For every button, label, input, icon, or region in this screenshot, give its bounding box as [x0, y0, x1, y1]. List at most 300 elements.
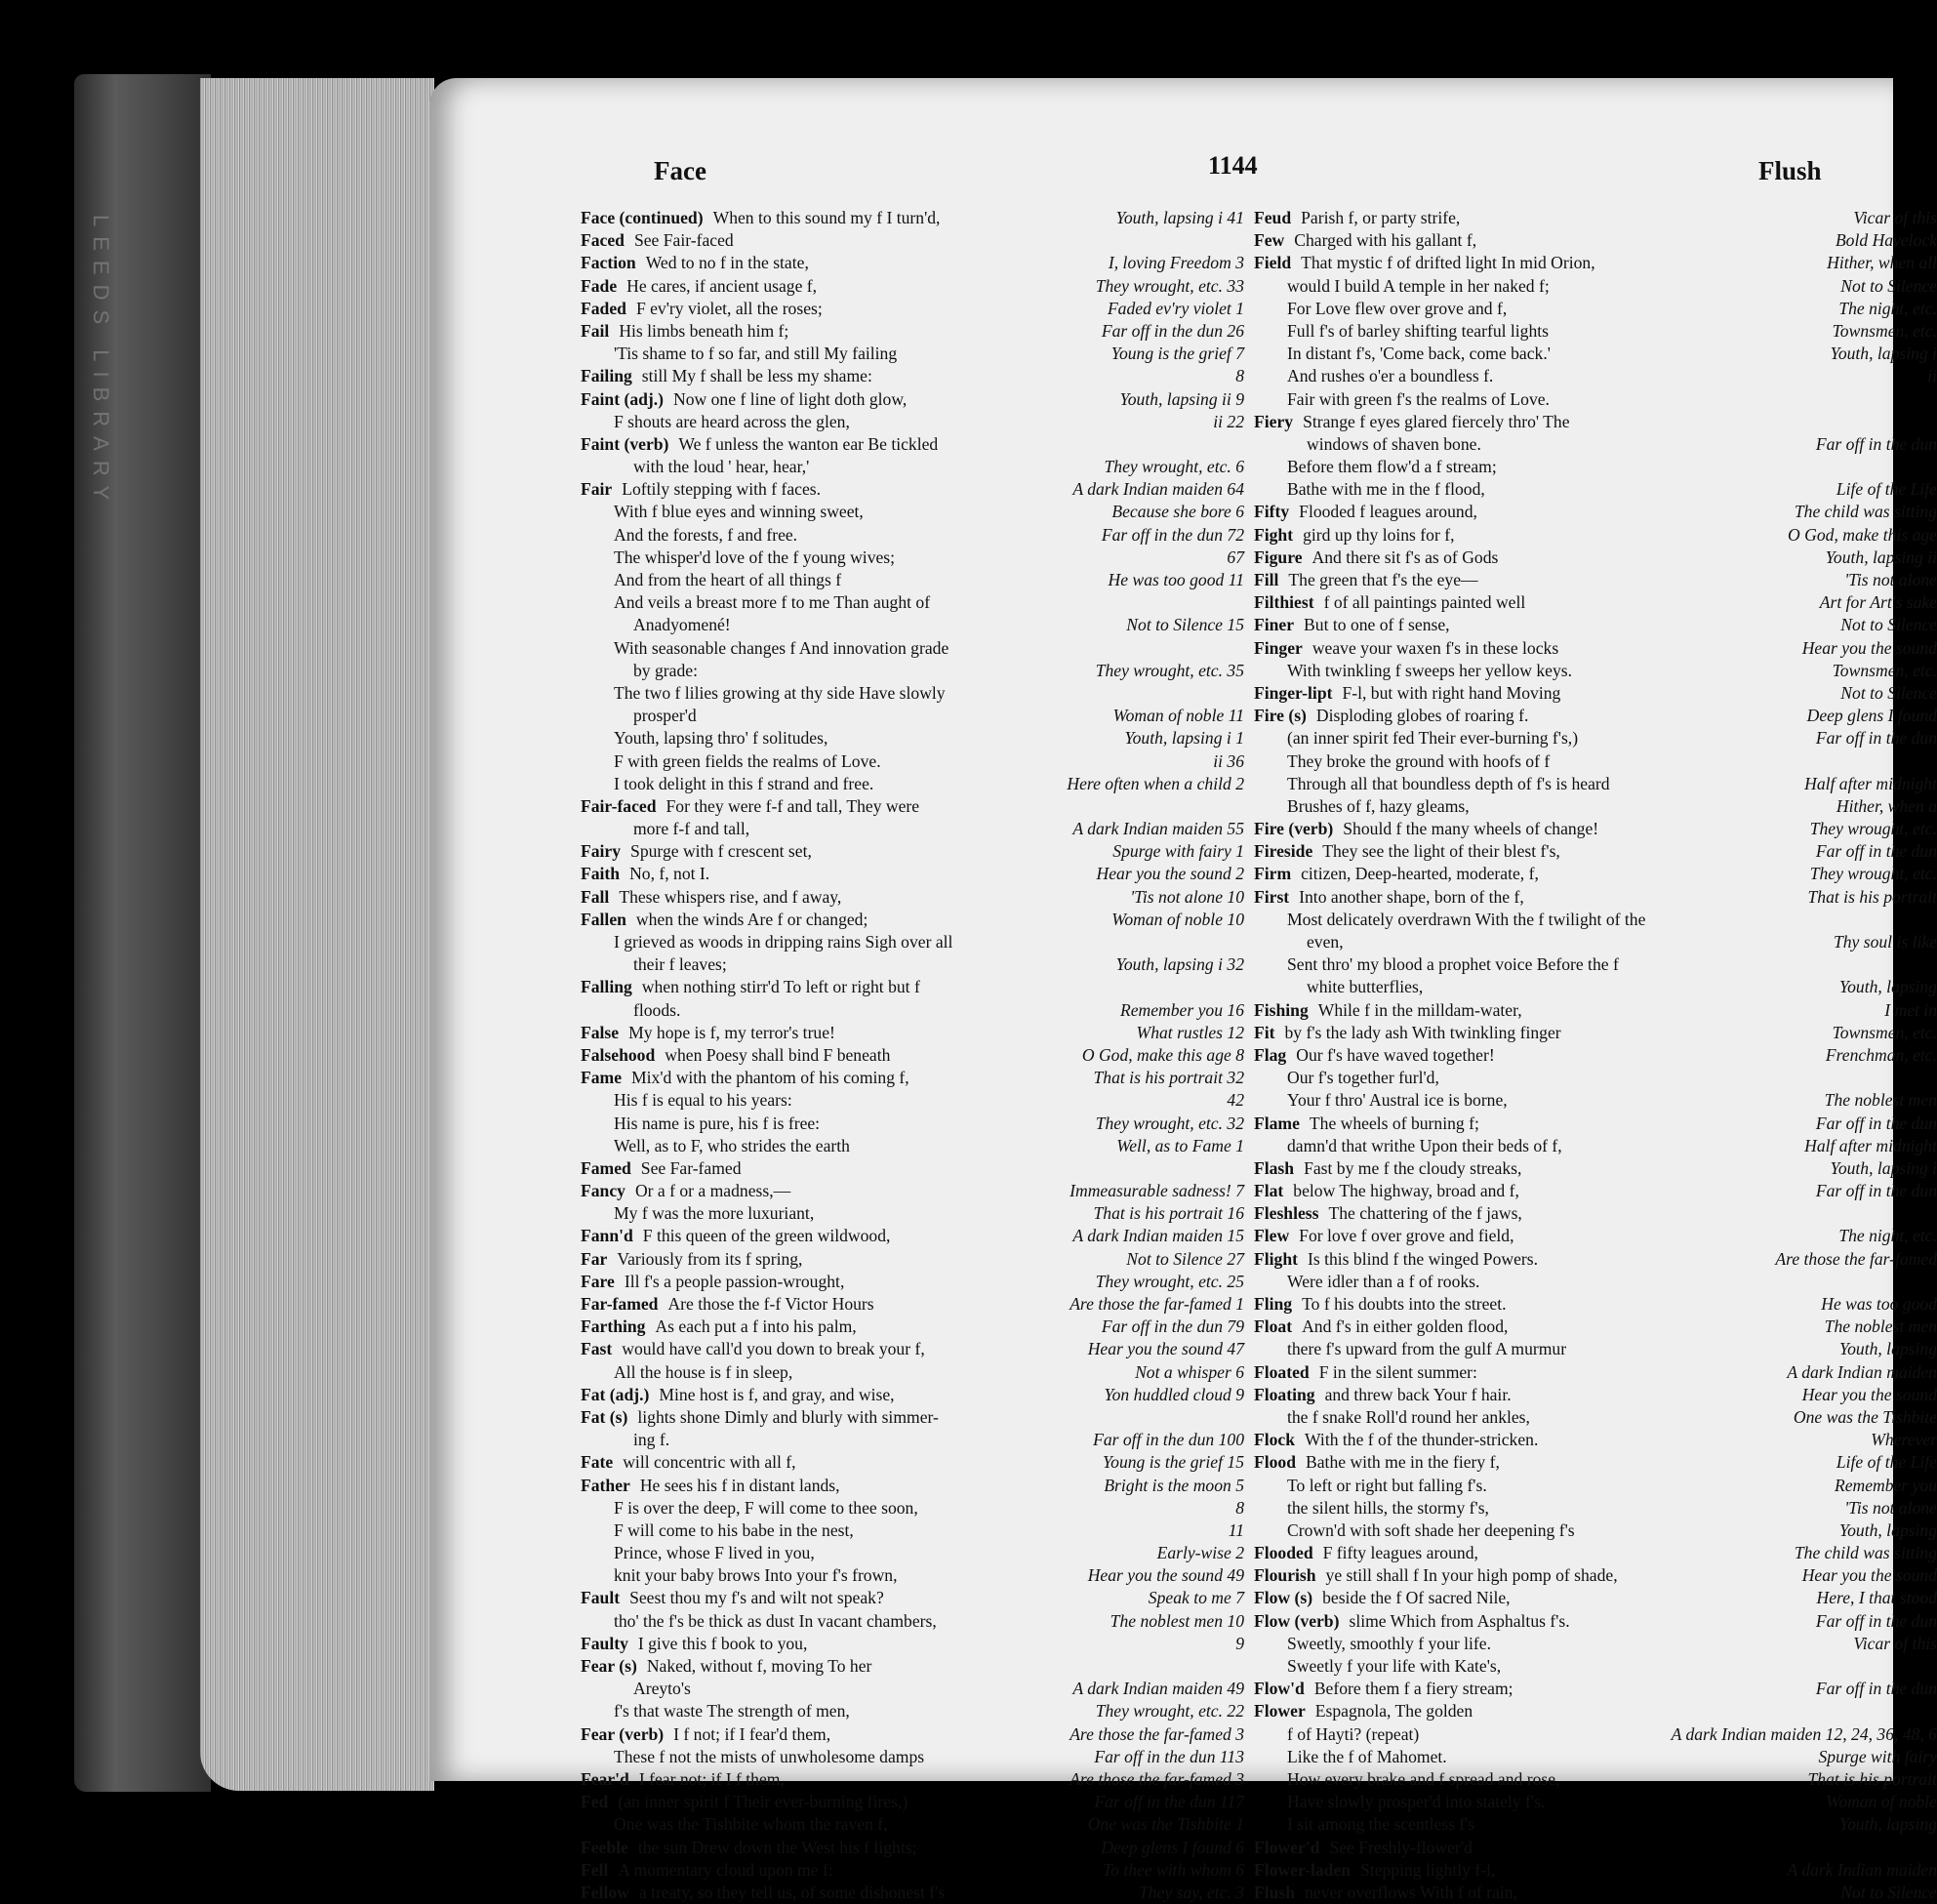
source-reference: ii 22	[1213, 411, 1244, 431]
index-entry	[581, 931, 1244, 953]
quotation: F with green fields the realms of Love.	[614, 750, 881, 771]
index-entry	[1254, 705, 1937, 727]
index-entry	[1254, 1067, 1937, 1089]
index-entry	[1254, 1723, 1937, 1746]
headword: Fame	[581, 1068, 623, 1088]
index-entry	[1254, 1746, 1937, 1768]
quotation: F ev'ry violet, all the roses;	[635, 298, 823, 318]
source-reference: Not to Silence	[1840, 682, 1937, 703]
source-reference: A dark Indian maiden 55	[1072, 819, 1244, 839]
entry-line	[581, 1633, 1226, 1655]
index-entry	[581, 388, 1244, 411]
quotation: Wed to no f in the state,	[645, 253, 809, 273]
headword: Fire (verb)	[1254, 819, 1334, 839]
source-reference: Hear you the sound 47	[1087, 1339, 1244, 1359]
entry-line	[581, 1451, 1093, 1474]
quotation: I f not; if I fear'd them,	[673, 1723, 831, 1744]
headword: Flew	[1254, 1226, 1290, 1246]
quotation: Naked, without f, moving To her	[646, 1656, 872, 1676]
index-entry	[1254, 1497, 1937, 1519]
index-entry	[581, 705, 1244, 727]
source-reference: He was too good 11	[1108, 570, 1244, 589]
quotation: In distant f's, 'Come back, come back.'	[1287, 344, 1551, 364]
entry-line	[581, 999, 1110, 1022]
entry-line	[581, 1316, 1092, 1338]
quotation: Or a f or a madness,—	[634, 1181, 791, 1201]
entry-line	[1254, 1723, 1662, 1746]
source-reference: Young is the grief 7	[1110, 344, 1244, 364]
headword: Face (continued)	[581, 208, 704, 227]
headword: Fear'd	[581, 1768, 629, 1789]
quotation: Parish f, or party strife,	[1301, 208, 1461, 227]
index-entry	[581, 1746, 1244, 1768]
quotation: His limbs beneath him f;	[619, 320, 789, 341]
index-entry	[1254, 1316, 1937, 1338]
entry-line	[1254, 909, 1927, 931]
source-reference: They wrought, etc. 32	[1095, 1113, 1244, 1133]
quotation: See Far-famed	[640, 1157, 742, 1178]
source-reference: Not to Silence	[1840, 1882, 1937, 1902]
headword: Far	[581, 1248, 608, 1269]
source-reference: 8	[1235, 366, 1244, 386]
quotation: My hope is f, my terror's true!	[628, 1022, 835, 1042]
entry-line	[1254, 1519, 1830, 1542]
entry-line	[581, 1384, 1094, 1406]
index-entry	[581, 1859, 1244, 1882]
index-entry	[581, 863, 1244, 885]
quotation: would I build A temple in her naked f;	[1287, 275, 1550, 296]
entry-line	[1254, 614, 1831, 636]
headword: Finger-lipt	[1254, 682, 1333, 703]
headword: Firm	[1254, 864, 1292, 884]
entry-line	[581, 1067, 1084, 1089]
index-entry	[1254, 1157, 1937, 1180]
source-reference: Vicar of this	[1853, 208, 1937, 227]
headword: Fault	[581, 1588, 621, 1608]
source-reference: Far off in the dun 100	[1093, 1430, 1244, 1450]
index-entry	[1254, 1135, 1937, 1157]
entry-line	[581, 1475, 1094, 1497]
source-reference: One was the Tishbite 1	[1087, 1814, 1244, 1835]
entry-line	[581, 727, 1114, 749]
source-reference: ii	[1927, 366, 1937, 386]
entry-line	[1254, 1542, 1785, 1564]
quotation: The green that f's the eye—	[1288, 570, 1478, 589]
source-reference: Far off in the dun	[1815, 1181, 1937, 1201]
entry-line	[1254, 478, 1827, 501]
entry-line	[1254, 298, 1829, 320]
index-entry	[1254, 229, 1937, 252]
headword: Flock	[1254, 1430, 1296, 1450]
entry-line	[581, 1882, 1129, 1904]
quotation: Crown'd with soft shade her deepening f's	[1287, 1519, 1575, 1540]
headword: Fellow	[581, 1882, 629, 1902]
headword: Flat	[1254, 1181, 1284, 1201]
quotation: damn'd that writhe Upon their beds of f,	[1287, 1135, 1562, 1155]
index-entry	[1254, 1451, 1937, 1474]
source-reference: Because she bore 6	[1111, 502, 1244, 522]
headword: Fifty	[1254, 502, 1290, 522]
entry-line	[581, 886, 1120, 909]
source-reference: Deep glens I found	[1806, 706, 1937, 726]
entry-line	[1254, 1202, 1927, 1225]
quotation: With seasonable changes f And innovation grade	[614, 637, 949, 658]
quotation: Stepping lightly f-l,	[1360, 1859, 1496, 1880]
index-entry	[581, 1022, 1244, 1044]
entry-line	[581, 365, 1226, 387]
index-entry	[581, 1406, 1244, 1429]
headword: Fairy	[581, 841, 622, 862]
source-reference: Far off in the dun	[1815, 728, 1937, 749]
source-reference: Townsmen, etc.	[1832, 660, 1937, 680]
source-reference: That is his portrait 16	[1093, 1203, 1244, 1224]
quotation: (an inner spirit f Their ever-burning fires,)	[618, 1792, 908, 1812]
entry-line	[581, 456, 1095, 478]
quotation: Sent thro' my blood a prophet voice Before the f	[1287, 954, 1619, 975]
source-reference: 11	[1228, 1519, 1244, 1540]
entry-line	[1254, 1633, 1843, 1655]
page-edges	[200, 78, 434, 1791]
headword: Flower-laden	[1254, 1859, 1352, 1880]
source-reference: Far off in the dun 72	[1101, 524, 1244, 545]
source-reference: Remember you 16	[1119, 999, 1244, 1020]
entry-line	[1254, 886, 1798, 909]
quotation: Ill f's a people passion-wrought,	[624, 1271, 845, 1291]
source-reference: O God, make this age	[1788, 524, 1937, 545]
headword: Fair	[581, 479, 613, 500]
index-entry	[581, 614, 1244, 636]
source-reference: Bright is the moon 5	[1104, 1475, 1244, 1495]
source-reference: Hear you the sound 2	[1096, 864, 1244, 884]
index-entry	[1254, 818, 1937, 840]
headword: Fat (adj.)	[581, 1384, 650, 1404]
entry-line	[581, 1429, 1083, 1451]
entry-line	[1254, 999, 1875, 1022]
quotation: Charged with his gallant f,	[1294, 230, 1477, 251]
index-entry	[1254, 343, 1937, 365]
quotation: will concentric with all f,	[623, 1452, 796, 1473]
headword: Flush	[1254, 1882, 1296, 1902]
index-entry	[581, 1113, 1244, 1135]
source-reference: Are those the far-famed 3	[1069, 1723, 1244, 1744]
quotation: when nothing stirr'd To left or right but f	[641, 977, 920, 997]
entry-line	[1254, 705, 1797, 727]
index-entry	[581, 1044, 1244, 1067]
source-reference: The night, etc.	[1838, 1226, 1937, 1246]
quotation: f of Hayti? (repeat)	[1287, 1723, 1420, 1744]
entry-line	[1254, 388, 1927, 411]
quotation: All the house is f in sleep,	[614, 1361, 793, 1382]
entry-line	[581, 931, 1234, 953]
quotation: f's that waste The strength of men,	[614, 1701, 850, 1722]
quotation: Have slowly prosper'd into stately f's.	[1287, 1792, 1546, 1812]
index-entry	[1254, 909, 1937, 931]
index-entry	[1254, 1859, 1937, 1882]
entry-line	[581, 1746, 1084, 1768]
entry-line	[581, 1791, 1084, 1813]
entry-line	[581, 1293, 1060, 1316]
source-reference: Youth, lapsing i	[1830, 1157, 1937, 1178]
index-entry	[581, 660, 1244, 682]
headword: False	[581, 1022, 620, 1042]
index-entry	[581, 1225, 1244, 1247]
headword: Few	[1254, 230, 1285, 251]
index-entry	[1254, 1587, 1937, 1609]
entry-line	[581, 411, 1203, 433]
quotation: (an inner spirit fed Their ever-burning f's,)	[1287, 728, 1579, 749]
quotation: Brushes of f, hazy gleams,	[1287, 795, 1470, 816]
source-reference: He was too good	[1821, 1294, 1937, 1314]
index-entry	[581, 999, 1244, 1022]
index-entry	[1254, 886, 1937, 909]
entry-line	[1254, 795, 1827, 818]
quotation: Bathe with me in the fiery f,	[1306, 1452, 1500, 1473]
index-entry	[1254, 433, 1937, 456]
source-reference: One was the Tishbite	[1793, 1406, 1937, 1427]
entry-line	[581, 207, 1107, 229]
index-entry	[1254, 637, 1937, 660]
entry-line	[581, 614, 1116, 636]
entry-line	[1254, 1746, 1808, 1768]
index-entry	[581, 1429, 1244, 1451]
source-reference: Wherever	[1871, 1430, 1937, 1450]
quotation: With the f of the thunder-stricken.	[1305, 1430, 1539, 1450]
entry-line	[1254, 1067, 1927, 1089]
quotation: their f leaves;	[633, 954, 727, 975]
index-entry	[1254, 1678, 1937, 1700]
index-entry	[1254, 1837, 1937, 1859]
entry-line	[581, 1610, 1101, 1633]
spine-label: LEEDS LIBRARY	[89, 215, 113, 510]
index-entry	[581, 1587, 1244, 1609]
index-entry	[1254, 456, 1937, 478]
entry-line	[581, 388, 1110, 411]
source-reference: Youth, lapsing i	[1830, 344, 1937, 364]
source-reference: Youth, lapsing i 1	[1124, 728, 1244, 749]
index-entry	[1254, 298, 1937, 320]
quotation: by grade:	[633, 660, 698, 680]
index-entry	[581, 1180, 1244, 1202]
index-entry	[581, 1519, 1244, 1542]
index-entry	[1254, 1361, 1937, 1384]
quotation: We f unless the wanton ear Be tickled	[678, 433, 939, 454]
entry-line	[581, 547, 1217, 569]
entry-line	[581, 1587, 1139, 1609]
source-reference: Are those the far-famed	[1775, 1248, 1937, 1269]
quotation: tho' the f's be thick as dust In vacant chambers,	[614, 1610, 937, 1631]
index-entry	[581, 682, 1244, 705]
entry-line	[581, 501, 1102, 523]
index-entry	[581, 1655, 1244, 1678]
index-entry	[581, 1837, 1244, 1859]
source-reference: Not to Silence 15	[1126, 615, 1244, 635]
headword: Fishing	[1254, 999, 1309, 1020]
entry-line	[581, 343, 1102, 365]
entry-line	[581, 320, 1092, 343]
entry-line	[581, 298, 1098, 320]
entry-line	[1254, 773, 1795, 795]
headword: Faint (adj.)	[581, 388, 665, 409]
quotation: weave your waxen f's in these locks	[1312, 637, 1559, 658]
headword: Figure	[1254, 547, 1303, 567]
quotation: And from the heart of all things f	[614, 570, 842, 589]
quotation: To f his doubts into the street.	[1302, 1294, 1507, 1314]
quotation: See Fair-faced	[633, 230, 734, 251]
headword: Fear (verb)	[581, 1723, 665, 1744]
headword: Floated	[1254, 1361, 1310, 1382]
index-entry	[1254, 1293, 1937, 1316]
headword: Flow (s)	[1254, 1588, 1313, 1608]
index-entry	[1254, 773, 1937, 795]
index-entry	[1254, 1089, 1937, 1112]
entry-line	[581, 840, 1103, 863]
index-entry	[581, 591, 1244, 614]
index-entry	[581, 1067, 1244, 1089]
headword: Flow'd	[1254, 1679, 1305, 1699]
quotation: And there sit f's as of Gods	[1312, 547, 1499, 567]
index-entry	[1254, 976, 1937, 998]
headword: Flash	[1254, 1157, 1295, 1178]
entry-line	[1254, 840, 1806, 863]
source-reference: Faded ev'ry violet 1	[1107, 298, 1244, 318]
index-entry	[1254, 1610, 1937, 1633]
source-reference: Youth, lapsing ii 9	[1119, 388, 1244, 409]
quotation: Through all that boundless depth of f's is heard	[1287, 773, 1610, 793]
index-entry	[581, 1497, 1244, 1519]
entry-line	[581, 773, 1057, 795]
index-entry	[581, 207, 1244, 229]
source-reference: Not a whisper 6	[1135, 1361, 1244, 1382]
entry-line	[1254, 1564, 1793, 1587]
entry-line	[1254, 1837, 1927, 1859]
quotation: He cares, if ancient usage f,	[626, 275, 818, 296]
quotation: Mix'd with the phantom of his coming f,	[631, 1068, 909, 1088]
quotation: His f is equal to his years:	[614, 1090, 792, 1111]
headword: Faced	[581, 230, 625, 251]
entry-line	[1254, 433, 1806, 456]
entry-line	[1254, 1157, 1821, 1180]
quotation: there f's upward from the gulf A murmur	[1287, 1339, 1567, 1359]
entry-line	[1254, 1338, 1830, 1360]
source-reference: Life of the Life	[1836, 479, 1937, 500]
quotation: Into another shape, born of the f,	[1299, 886, 1524, 907]
entry-line	[1254, 931, 1824, 953]
source-reference: Speak to me 7	[1148, 1588, 1244, 1608]
index-entry	[581, 1610, 1244, 1633]
headword: Fancy	[581, 1181, 625, 1201]
entry-line	[1254, 1768, 1798, 1791]
index-entry	[1254, 1113, 1937, 1135]
source-reference: A dark Indian maiden 49	[1072, 1679, 1244, 1699]
source-reference: That is his portrait	[1807, 1768, 1937, 1789]
entry-line	[1254, 682, 1831, 705]
entry-line	[1254, 1859, 1777, 1882]
headword: Fair-faced	[581, 795, 657, 816]
source-reference: 'Tis not alone	[1844, 570, 1937, 589]
headword: Flooded	[1254, 1543, 1313, 1563]
index-entry	[581, 365, 1244, 387]
headword: Field	[1254, 253, 1292, 273]
source-reference: Woman of noble 10	[1111, 909, 1244, 929]
source-reference: 42	[1227, 1090, 1244, 1111]
index-entry	[1254, 1700, 1937, 1722]
index-entry	[1254, 1791, 1937, 1813]
quotation: With f blue eyes and winning sweet,	[614, 502, 864, 522]
headword: Flag	[1254, 1044, 1287, 1065]
index-entry	[581, 1248, 1244, 1271]
entry-line	[1254, 1113, 1806, 1135]
entry-line	[1254, 1497, 1835, 1519]
entry-line	[581, 478, 1063, 501]
headword: Flourish	[1254, 1565, 1316, 1586]
quotation: beside the f Of sacred Nile,	[1322, 1588, 1511, 1608]
quotation: Prince, whose F lived in you,	[614, 1543, 815, 1563]
entry-line	[581, 275, 1086, 298]
source-reference: Woman of noble	[1826, 1792, 1937, 1812]
index-entry	[1254, 1768, 1937, 1791]
headword: Far-famed	[581, 1294, 659, 1314]
quotation: Before them flow'd a f stream;	[1287, 457, 1497, 477]
quotation: more f-f and tall,	[633, 819, 750, 839]
entry-line	[1254, 343, 1821, 365]
quotation: No, f, not I.	[629, 864, 710, 884]
quotation: When to this sound my f I turn'd,	[712, 208, 941, 227]
source-reference: Not to Silence 27	[1126, 1248, 1244, 1269]
index-entry	[581, 886, 1244, 909]
index-entry	[581, 298, 1244, 320]
index-entry	[1254, 1202, 1937, 1225]
index-entry	[581, 547, 1244, 569]
entry-line	[1254, 1791, 1816, 1813]
headword: Fast	[581, 1339, 613, 1359]
entry-line	[1254, 1655, 1927, 1678]
entry-line	[1254, 1678, 1806, 1700]
quotation: F will come to his babe in the nest,	[614, 1519, 854, 1540]
headword: Fat (s)	[581, 1406, 628, 1427]
source-reference: Vicar of this	[1853, 1633, 1937, 1653]
source-reference: The noblest men	[1824, 1317, 1937, 1337]
entry-line	[581, 976, 1234, 998]
entry-line	[1254, 1610, 1806, 1633]
source-reference: Life of the Life	[1836, 1452, 1937, 1473]
index-entry	[1254, 863, 1937, 885]
quotation: I grieved as woods in dripping rains Sigh over all	[614, 932, 953, 952]
quotation: His name is pure, his f is free:	[614, 1113, 821, 1133]
entry-line	[1254, 1022, 1823, 1044]
source-reference: Far off in the dun 117	[1094, 1792, 1244, 1812]
source-reference: They say, etc. 3	[1139, 1882, 1244, 1902]
quotation: Mine host is f, and gray, and wise,	[659, 1384, 895, 1404]
entry-line	[1254, 660, 1823, 682]
index-entry	[581, 1293, 1244, 1316]
source-reference: Hither, when a	[1836, 795, 1937, 816]
headword: Father	[581, 1475, 630, 1495]
entry-line	[1254, 818, 1800, 840]
headword: Finger	[1254, 637, 1303, 658]
index-entry	[581, 1882, 1244, 1904]
entry-line	[581, 682, 1234, 705]
quotation: f of all paintings painted well	[1323, 592, 1526, 613]
index-entry	[1254, 660, 1937, 682]
index-entry	[1254, 1384, 1937, 1406]
index-entry	[1254, 1813, 1937, 1836]
headword: Flower	[1254, 1701, 1306, 1722]
headword: Faulty	[581, 1633, 628, 1653]
entry-line	[581, 229, 1234, 252]
index-entry	[581, 1338, 1244, 1360]
headword: First	[1254, 886, 1290, 907]
entry-line	[581, 1859, 1093, 1882]
